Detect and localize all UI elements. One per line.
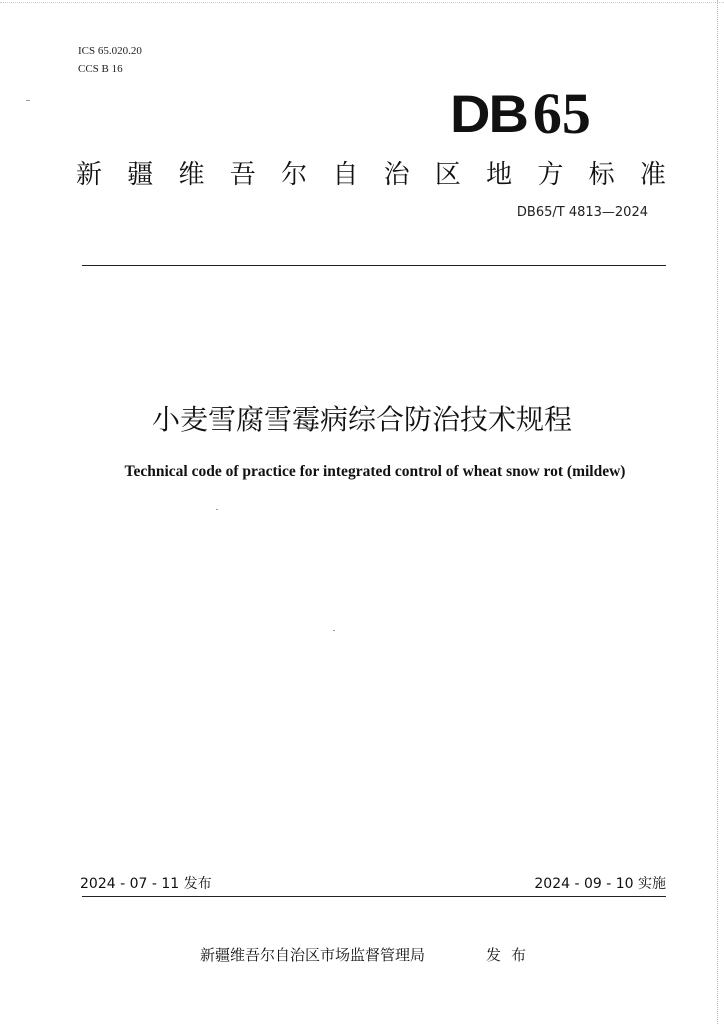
authority-char: 自 xyxy=(332,160,359,190)
scan-right-edge xyxy=(717,0,724,1024)
issuer-action: 发布 xyxy=(486,946,537,964)
authority-char: 地 xyxy=(486,160,513,190)
authority-char: 新 xyxy=(76,160,103,190)
classification-codes xyxy=(78,42,142,78)
authority-title xyxy=(76,158,666,192)
authority-char: 标 xyxy=(588,160,615,190)
authority-char: 治 xyxy=(383,160,410,190)
logo-db-text: DB xyxy=(450,83,527,144)
document-title-chinese: 小麦雪腐雪霉病综合防治技术规程 xyxy=(151,403,572,436)
ics-code: ICS 65.020.20 xyxy=(78,45,142,57)
authority-char: 维 xyxy=(178,160,205,190)
effective-date: 2024 - 09 - 10 实施 xyxy=(534,876,666,892)
authority-char: 吾 xyxy=(229,160,256,190)
authority-char: 准 xyxy=(639,160,666,190)
standard-number: DB65/T 4813—2024 xyxy=(516,205,648,220)
authority-char: 区 xyxy=(434,160,461,190)
db-logo xyxy=(450,78,591,146)
document-title-english: Technical code of practice for integrated control of wheat snow rot (mildew) xyxy=(124,463,626,480)
authority-char: 疆 xyxy=(127,160,154,190)
scan-speck xyxy=(216,509,218,510)
footer-divider xyxy=(82,896,666,897)
authority-char: 方 xyxy=(537,160,564,190)
scan-speck xyxy=(26,100,30,101)
logo-number: 65 xyxy=(532,81,591,146)
scan-top-edge xyxy=(0,0,724,3)
header-divider xyxy=(82,265,666,266)
ccs-code: CCS B 16 xyxy=(78,63,123,75)
scan-speck xyxy=(333,630,335,631)
publish-date: 2024 - 07 - 11 发布 xyxy=(80,876,212,892)
authority-char: 尔 xyxy=(281,160,308,190)
issuing-authority: 新疆维吾尔自治区市场监督管理局 xyxy=(200,946,426,964)
